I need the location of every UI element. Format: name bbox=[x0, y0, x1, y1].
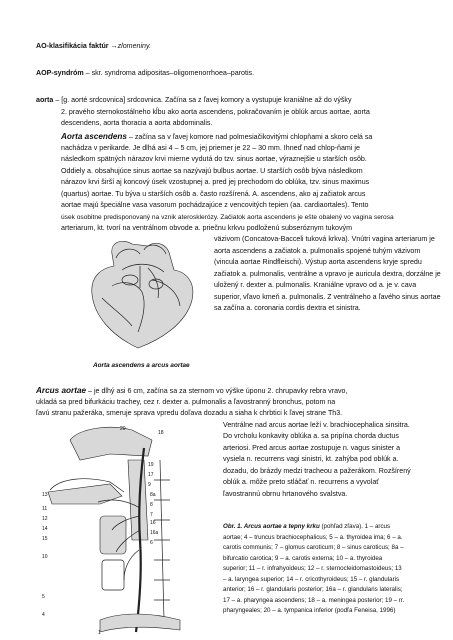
figure-label: 8a bbox=[150, 492, 156, 498]
figure-caption-line-3: carotis communis; 7 – glomus caroticum; 8 – sinus caroticus; 8a – bbox=[223, 544, 404, 551]
ascendens-line-9: arteriarum, kt. tvorí na ventrálnom obvode a. priečnu krkvu podloženú subseróznym tukovým bbox=[61, 224, 352, 232]
entry-text: – skr. syndroma adipositas–oligomenorrhoea–parotis. bbox=[83, 69, 255, 77]
neck-arteries-figure bbox=[40, 420, 220, 636]
figure-label: 18 bbox=[158, 430, 164, 436]
ascendens-side-line-4: začiatok a. pulmonalis, ventrálne a vpravo je auricula dextra, dorzálne je bbox=[214, 269, 441, 278]
arcus-side-line-6: oblúk a. môže preto stláčať n. recurrens a vyvolať bbox=[223, 478, 379, 486]
figure-caption-line-7: anterior; 16 – r. glandularis posterior; 16a – r. glandularis lateralis; bbox=[223, 586, 403, 593]
ascendens-line-6: (quartus) aortae. Tu býva u starších osôb a. často rozšírená. A. ascendens, ako aj začiatok arcus bbox=[61, 189, 366, 198]
figure-label: 10 bbox=[42, 554, 48, 560]
entry-term: aorta bbox=[36, 96, 54, 104]
ascendens-side-line-7: sa začína a. coronaria cordis dextra et sinistra. bbox=[214, 304, 361, 312]
figure-caption-ascendens: Aorta ascendens a arcus aortae bbox=[93, 362, 190, 369]
entry-text: →zlomeniny. bbox=[108, 42, 151, 50]
figure-label: 12 bbox=[42, 516, 48, 522]
ascendens-line-4: Oddiely a. obsahujúce sinus aortae sa nazývajú bulbus aortae. U starších osôb býva následkom bbox=[61, 166, 363, 175]
figure-label: 1 bbox=[98, 630, 101, 636]
ascendens-side-line-2: aorta ascendens a začiatok a. pulmonalis spojené tuhým väzivom bbox=[214, 246, 421, 255]
ascendens-line-3: následkom spätných nárazov krvi mierne vydutá do tzv. sinus aortae, výraznejšie u starších osôb. bbox=[61, 155, 367, 163]
figure-label: 16 bbox=[150, 520, 156, 526]
section-text: – je dlhý asi 6 cm, začína sa za sternom vo výške úponu 2. chrupavky rebra vravo, bbox=[86, 387, 348, 395]
figure-caption-line-6: – a. laryngea superior; 14 – r. cricothyroideus; 15 – r. glandularis bbox=[223, 575, 400, 583]
ascendens-side-line-1: väzivom (Concatova-Bacceli tuková krkva). Vnútri vagina arteriarum je bbox=[214, 235, 435, 243]
arcus-line-3: ľavú stranu pažeráka, smeruje sprava vpredu doľava dozadu a siaha k chrbtici k ľavej strane Th3. bbox=[36, 409, 343, 417]
arcus-side-line-1: Ventrálne nad arcus aortae leží v. brachiocephalica sinsitra. bbox=[223, 420, 410, 429]
entry-ao-klasifikacia bbox=[36, 41, 151, 52]
section-term: Aorta ascendens bbox=[61, 132, 127, 141]
figure-label: 11 bbox=[42, 506, 48, 512]
figure-label: 20 bbox=[120, 426, 126, 432]
arcus-side-line-3: arteriosi. Pred arcus aortae zostupuje n. vagus sinister a bbox=[223, 443, 401, 452]
ascendens-side-line-6: superior, vľavo kmeň a. pulmonalis. Z ventrálneho a ľavého sinus aortae bbox=[214, 292, 441, 301]
arcus-side-line-7: ľavostrannú obrnu hrtanového svalstva. bbox=[223, 489, 348, 498]
entry-term: AO-klasifikácia faktúr bbox=[36, 42, 109, 50]
figure-caption-line-4: bifurcatio carotica; 9 – a. carotis externa; 10 – a. thyroidea bbox=[223, 554, 383, 562]
figure-label: 8 bbox=[150, 502, 153, 508]
ascendens-side-line-5: uložený r. dexter a. pulmonalis. Kraniálne vpravo od a. je v. cava bbox=[214, 281, 417, 289]
figure-label: 16a bbox=[150, 530, 159, 536]
figure-label: 14 bbox=[42, 526, 48, 532]
figure-caption-line-1 bbox=[223, 522, 390, 532]
figure-label: 5 bbox=[42, 594, 45, 600]
entry-term: AOP-syndróm bbox=[36, 69, 84, 77]
figure-caption-text: (pohľad zľava). 1 – arcus bbox=[319, 523, 391, 530]
figure-label: 4 bbox=[42, 612, 45, 618]
figure-caption-line-9: pharyngeales; 20 – a. tympanica inferior (podľa Feneisa, 1996) bbox=[223, 607, 396, 614]
arcus-side-line-5: dozadu, do brázdy medzi tracheou a pažerákom. Rozšírený bbox=[223, 466, 411, 475]
figure-label: 9 bbox=[148, 482, 151, 488]
figure-caption-title: Obr. 1. Arcus aortae a tepny krku bbox=[223, 523, 320, 530]
ascendens-line-8: úsek osobitne predisponovaný na vznik aterosklerózy. Začiatok aorta ascendens je ešte obalený vo vagina serosa bbox=[61, 213, 394, 221]
arcus-line-2: ukladá sa pred bifurkáciu trachey, cez r. dexter a. pulmonalis a ľavostranný bronchus, potom na bbox=[36, 397, 336, 406]
figure-caption-line-2: aortae; 4 – truncus brachiocephalicus; 5 – a. thyroidea ima; 6 – a. bbox=[223, 533, 403, 541]
entry-aorta-line-2: 2. pravého sternokostálneho kĺbu ako aorta ascendens, pokračovaním je oblúk arcus aortae, aorta bbox=[61, 107, 370, 116]
ascendens-line-7: aortae majú špeciálne vasa vasorum pochádzajúce z vencovitých tepien (aa. cardiaortales). Tento bbox=[61, 201, 369, 209]
arcus-side-line-2: Do vrcholu konkavity oblúka a. sa pripína chorda ductus bbox=[223, 432, 399, 440]
figure-label: 17 bbox=[148, 472, 154, 478]
figure-label: 19 bbox=[148, 462, 154, 468]
entry-aorta-line-1 bbox=[36, 95, 352, 106]
figure-label: 13 bbox=[42, 492, 48, 498]
entry-aorta-line-3: descendens, aorta thoracia a aorta abdominalis. bbox=[61, 119, 213, 127]
section-text: – začína sa v ľavej komore nad polmesiačikovitými chlopňami a skoro celá sa bbox=[126, 133, 373, 141]
section-term: Arcus aortae bbox=[36, 386, 87, 395]
figure-caption-line-8: 17 – a. pharyngea ascendens; 18 – a. meningea posterior; 19 – rr. bbox=[223, 596, 405, 604]
entry-text: – [g. aorté srdcovnica] srdcovnica. Začína sa z ľavej komory a vystupuje kraniálne až do výšky bbox=[53, 96, 352, 104]
heart-figure bbox=[82, 236, 212, 356]
arcus-side-line-4: vysiela n. recurrens vagi sinistri, kt. zahýba pod oblúk a. bbox=[223, 455, 399, 463]
entry-aop-syndrom bbox=[36, 68, 254, 79]
ascendens-line-2: nachádza v perikarde. Je dlhá asi 4 – 5 cm, jej priemer je 22 – 30 mm. Ihneď nad chlop-ňami je bbox=[61, 143, 360, 152]
figure-caption-line-5: superior; 11 – r. infrahyoideus; 12 – r. sternocleidomastoideus; 13 bbox=[223, 565, 402, 572]
figure-label: 15 bbox=[42, 536, 48, 542]
ascendens-side-line-3: (vincula aortae Rindfleischi). Výstup aorta ascendens kryje spredu bbox=[214, 258, 422, 266]
figure-label: 6 bbox=[150, 540, 153, 546]
ascendens-line-5: nárazov krvi širší aj koncový úsek vzostupnej a. pred jej prechodom do oblúka, tzv. sinus maximus bbox=[61, 178, 370, 186]
figure-label: 7 bbox=[150, 512, 153, 518]
